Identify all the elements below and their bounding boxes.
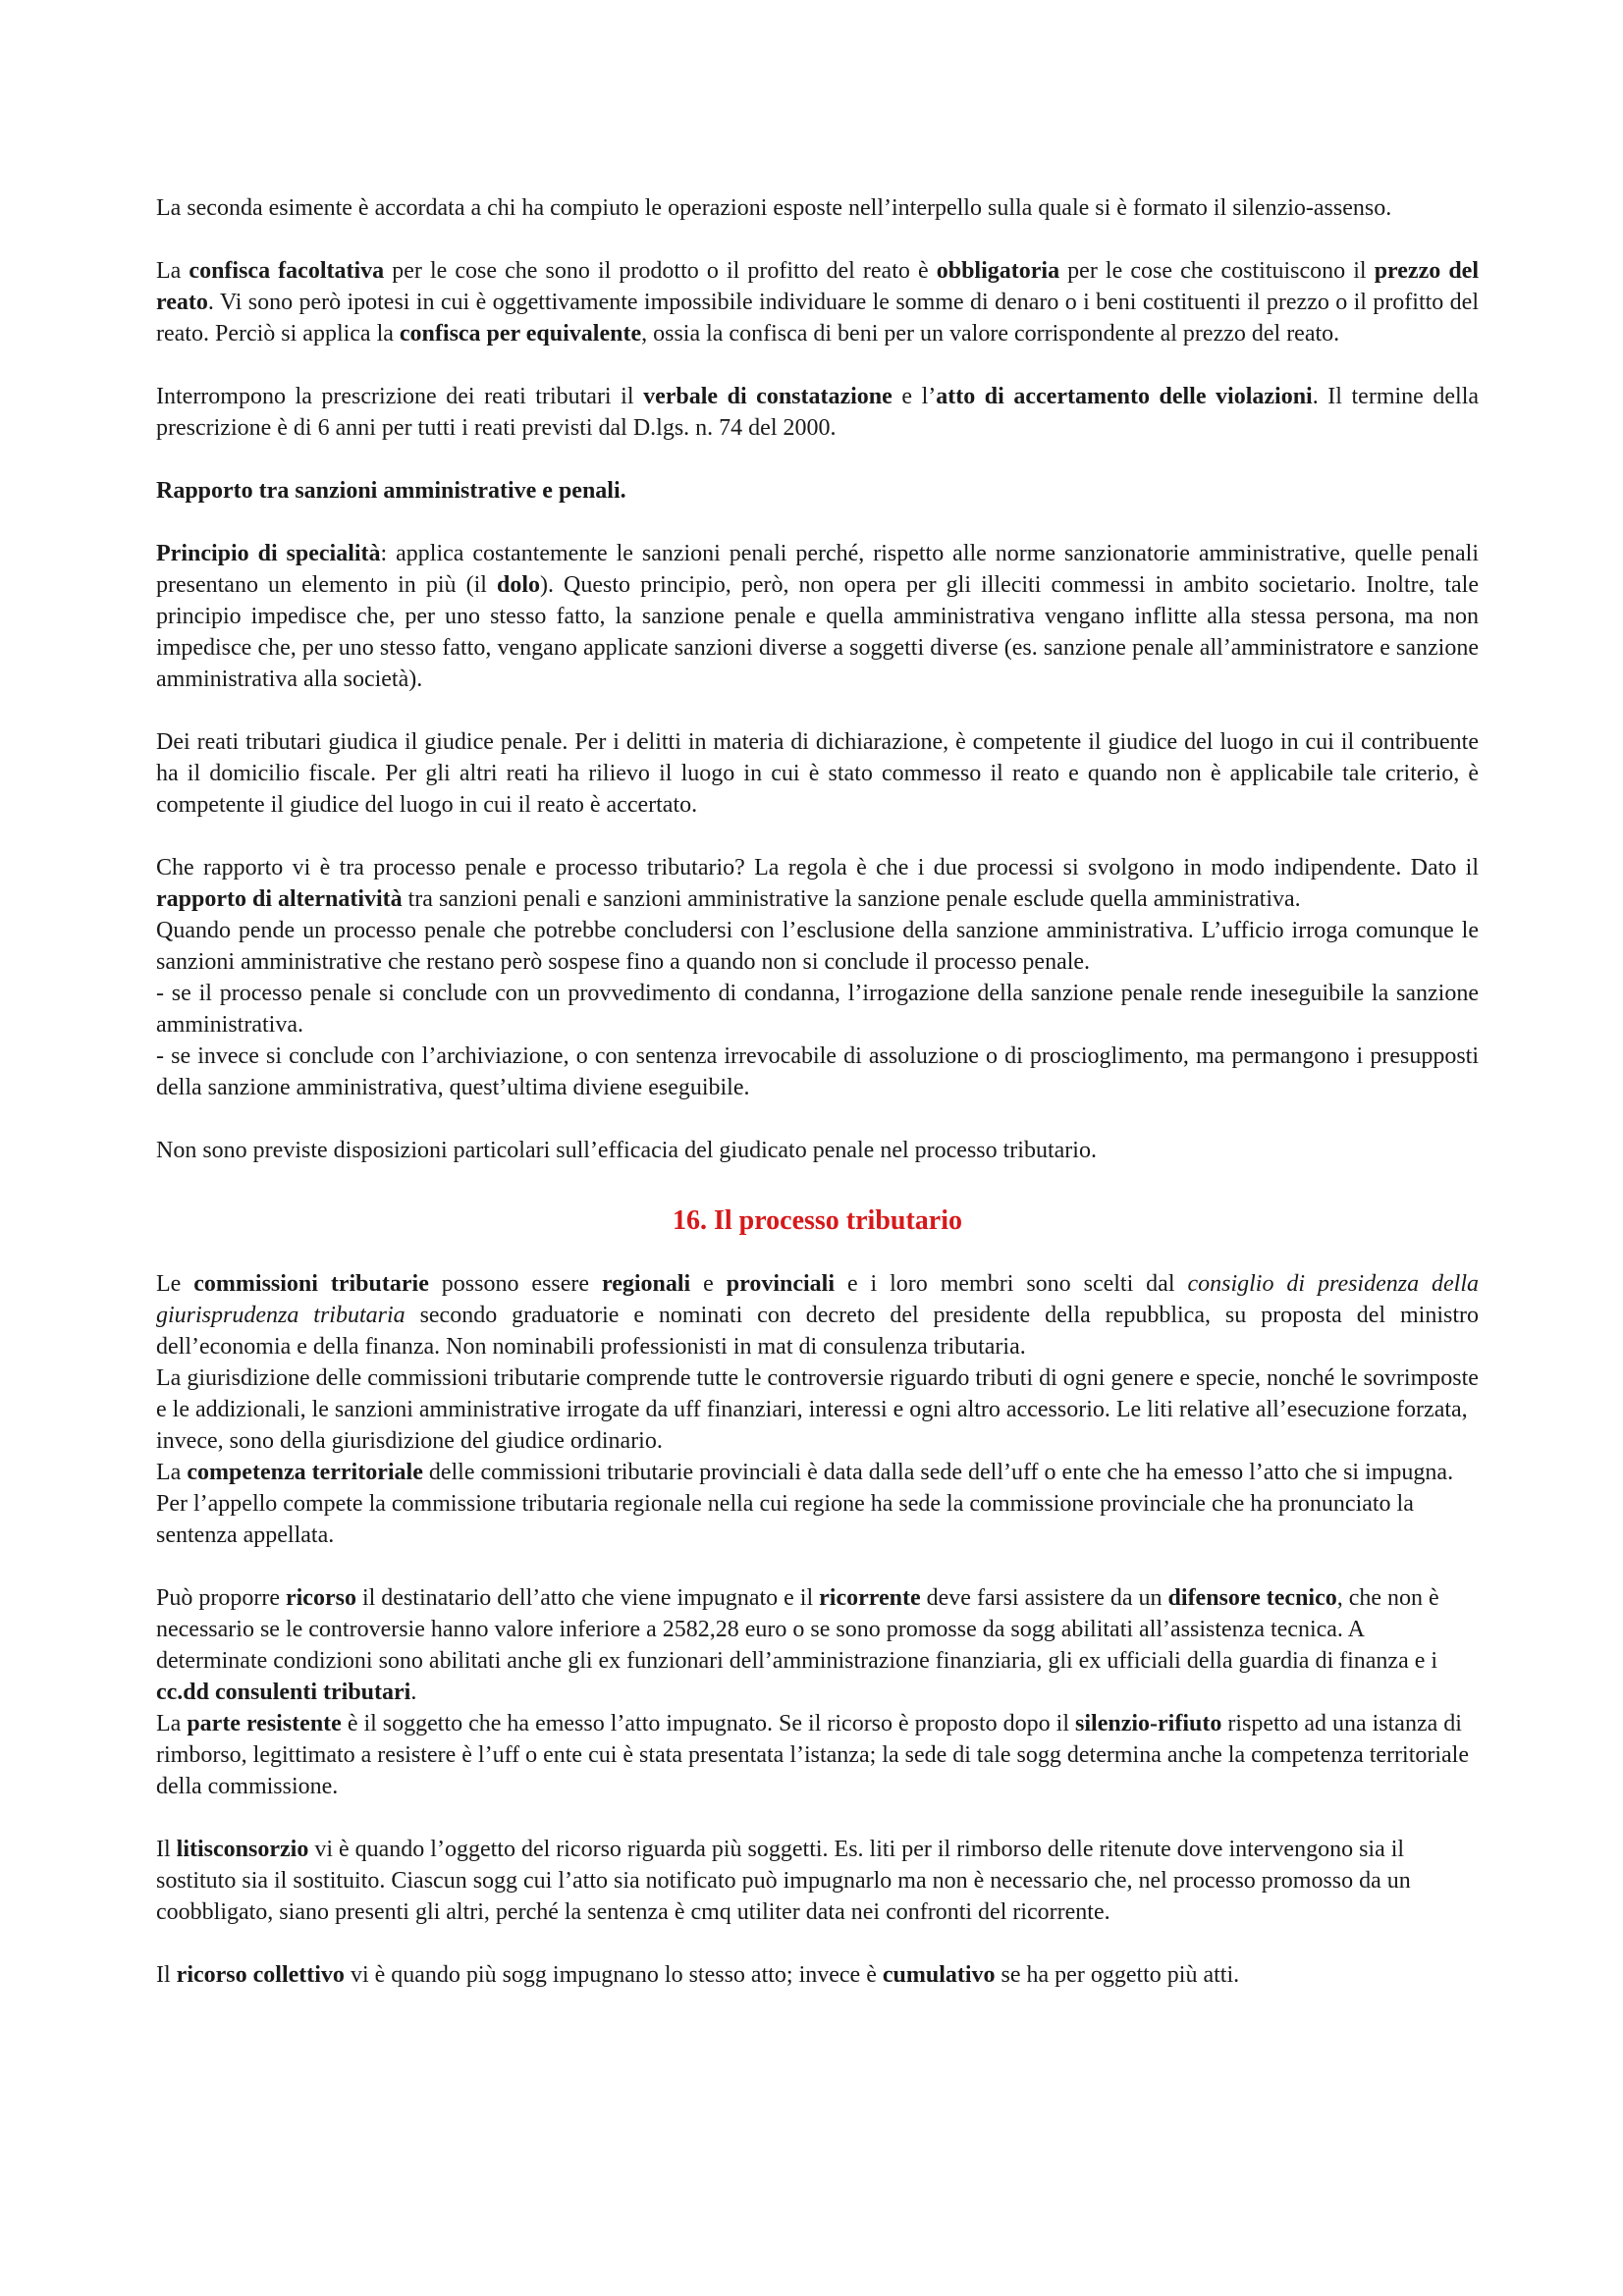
paragraph-gap	[156, 444, 1479, 475]
bold-term: competenza territoriale	[187, 1460, 423, 1485]
text-run: per le cose che costituiscono il	[1059, 258, 1375, 284]
bold-term: rapporto di alternatività	[156, 886, 403, 912]
bold-term: provinciali	[726, 1271, 835, 1297]
paragraph-gap	[156, 349, 1479, 381]
text-run: se ha per oggetto più atti.	[995, 1962, 1240, 1988]
italic-term: consiglio di presidenza della giurisprudenza tributaria	[156, 1271, 1480, 1328]
paragraph-gap	[156, 821, 1479, 852]
bold-term: commissioni tributarie	[193, 1271, 429, 1297]
document-page	[156, 192, 1479, 1991]
bold-term: atto di accertamento delle violazioni	[936, 384, 1313, 409]
bold-term: ricorso	[285, 1585, 356, 1611]
text-run: - se il processo penale si conclude con un provvedimento di condanna, l’irrogazione della sanzione penale rende ineseguibile la sanzione amministrativa.	[156, 981, 1479, 1038]
paragraph-prescrizione	[156, 381, 1479, 444]
bold-subtitle: Rapporto tra sanzioni amministrative e penali.	[156, 478, 626, 504]
paragraph-rapporto-processi	[156, 852, 1479, 915]
paragraph-gap	[156, 1166, 1479, 1198]
text-run: La giurisdizione delle commissioni tributarie comprende tutte le controversie riguardo tributi di ogni genere e specie, nonché le sovrimposte e le addizionali, le sanzioni amministrative irrogate da uff finanziari, interessi e ogni altro accessorio. Le liti relative all’esecuzione forzata, invece, sono della giurisdizione del giudice ordinario.	[156, 1365, 1479, 1454]
bold-term: silenzio-rifiuto	[1075, 1711, 1222, 1736]
text-run: Non sono previste disposizioni particolari sull’efficacia del giudicato penale nel processo tributario.	[156, 1138, 1097, 1163]
bold-term: dolo	[496, 572, 540, 598]
paragraph-pende	[156, 915, 1479, 978]
section-heading: 16. Il processo tributario	[672, 1205, 963, 1236]
text-run: Può proporre	[156, 1585, 286, 1611]
paragraph-giurisdizione	[156, 1362, 1479, 1457]
text-run: vi è quando l’oggetto del ricorso riguarda più soggetti. Es. liti per il rimborso delle ritenute dove intervengono sia il sostituto sia il sostituito. Ciascun sogg cui l’atto sia notificato può impugnarlo ma non è necessario che, nel processo promosso da un coobbligato, siano presenti gli altri, perché la sentenza è cmq utiliter data nei confronti del ricorrente.	[156, 1837, 1411, 1925]
text-run: e l’	[892, 384, 937, 409]
bold-term: parte resistente	[187, 1711, 342, 1736]
text-run: il destinatario dell’atto che viene impugnato e il	[355, 1585, 820, 1611]
text-run: Interrompono la prescrizione dei reati tributari il	[156, 384, 644, 409]
paragraph-ricorso-collettivo	[156, 1959, 1479, 1991]
text-run: rispetto ad una istanza di rimborso, legittimato a resistere è l’uff o ente cui è stata presentata l’istanza; la sede di tale sogg determina anche la competenza territoriale della commissione.	[156, 1711, 1469, 1799]
text-run: vi è quando più sogg impugnano lo stesso atto; invece è	[344, 1962, 883, 1988]
text-run: - se invece si conclude con l’archiviazione, o con sentenza irrevocabile di assoluzione o di proscioglimento, ma permangono i presupposti della sanzione amministrativa, quest’ultima diviene eseguibile.	[156, 1043, 1479, 1100]
paragraph-gap	[156, 224, 1479, 255]
bold-term: Principio di specialità	[156, 541, 381, 566]
paragraph-gap	[156, 1551, 1479, 1582]
paragraph-competenza	[156, 1457, 1479, 1551]
text-run: La	[156, 258, 189, 284]
paragraph-gap	[156, 1928, 1479, 1959]
text-run: . Vi sono però ipotesi in cui è oggettivamente impossibile individuare le somme di denaro o i beni costituenti il prezzo o il profitto del reato. Perciò si applica la	[156, 290, 1479, 347]
bold-term: prezzo del reato	[156, 258, 1479, 315]
paragraph-efficacia	[156, 1135, 1479, 1166]
bold-term: difensore tecnico	[1167, 1585, 1337, 1611]
paragraph-condanna	[156, 978, 1479, 1041]
text-run: Il	[156, 1837, 177, 1862]
paragraph-gap	[156, 507, 1479, 538]
bold-term: confisca per equivalente	[399, 321, 642, 347]
paragraph-esimente	[156, 192, 1479, 224]
text-run: La	[156, 1460, 188, 1485]
text-run: è il soggetto che ha emesso l’atto impugnato. Se il ricorso è proposto dopo il	[341, 1711, 1076, 1736]
text-run: La	[156, 1711, 188, 1736]
paragraph-litisconsorzio	[156, 1834, 1479, 1928]
paragraph-gap	[156, 695, 1479, 726]
text-run: , che non è necessario se le controversie hanno valore inferiore a 2582,28 euro o se sono promosse da sogg abilitati all’assistenza tecnica. A determinate condizioni sono abilitati anche gli ex funzionari dell’amministrazione finanziaria, gli ex ufficiali della guardia di finanza e i	[156, 1585, 1439, 1674]
bold-term: ricorrente	[819, 1585, 921, 1611]
bold-term: regionali	[601, 1271, 691, 1297]
paragraph-specialita	[156, 538, 1479, 695]
paragraph-gap	[156, 1802, 1479, 1834]
paragraph-giudice	[156, 726, 1479, 821]
text-run: tra sanzioni penali e sanzioni amministrative la sanzione penale esclude quella amministrativa.	[402, 886, 1301, 912]
text-run: .	[410, 1680, 417, 1705]
text-run: . Il termine della prescrizione è di 6 anni per tutti i reati previsti dal D.lgs. n. 74 del 2000.	[156, 384, 1480, 441]
text-run: delle commissioni tributarie provinciali è data dalla sede dell’uff o ente che ha emesso l’atto che si impugna. Per l’appello compete la commissione tributaria regionale nella cui regione ha sede la commissione provinciale che ha pronunciato la sentenza appellata.	[156, 1460, 1454, 1548]
paragraph-ricorso	[156, 1582, 1479, 1708]
bold-term: obbligatoria	[936, 258, 1060, 284]
paragraph-confisca	[156, 255, 1479, 349]
bold-term: confisca facoltativa	[189, 258, 385, 284]
bold-term: litisconsorzio	[176, 1837, 309, 1862]
bold-term: verbale di constatazione	[643, 384, 893, 409]
text-run: ). Questo principio, però, non opera per gli illeciti commessi in ambito societario. Inoltre, tale principio impedisce che, per uno stesso fatto, la sanzione penale e quella amministrativa vengano inflitte alla stessa persona, ma non impedisce che, per uno stesso fatto, vengano applicate sanzioni diverse a soggetti diverse (es. sanzione penale all’amministratore e sanzione amministrativa alla società).	[156, 572, 1479, 692]
paragraph-archiviazione	[156, 1041, 1479, 1103]
paragraph-parte-resistente	[156, 1708, 1479, 1802]
paragraph-commissioni	[156, 1268, 1479, 1362]
paragraph-gap	[156, 1103, 1479, 1135]
subtitle-rapporto	[156, 475, 1479, 507]
text-run: e i loro membri sono scelti dal	[835, 1271, 1188, 1297]
text-run: possono essere	[428, 1271, 602, 1297]
text-run: Le	[156, 1271, 194, 1297]
text-run: Dei reati tributari giudica il giudice penale. Per i delitti in materia di dichiarazione, è competente il giudice del luogo in cui il contribuente ha il domicilio fiscale. Per gli altri reati ha rilievo il luogo in cui è stato commesso il reato e quando non è applicabile tale criterio, è competente il giudice del luogo in cui il reato è accertato.	[156, 729, 1479, 818]
text-run: deve farsi assistere da un	[920, 1585, 1168, 1611]
bold-term: ricorso collettivo	[176, 1962, 345, 1988]
text-run: Il	[156, 1962, 177, 1988]
text-run: La seconda esimente è accordata a chi ha compiuto le operazioni esposte nell’interpello sulla quale si è formato il silenzio-assenso.	[156, 195, 1392, 221]
text-run: , ossia la confisca di beni per un valore corrispondente al prezzo del reato.	[641, 321, 1340, 347]
text-run: : applica costantemente le sanzioni penali perché, rispetto alle norme sanzionatorie amministrative, quelle penali presentano un elemento in più (il	[156, 541, 1479, 598]
text-run: per le cose che sono il prodotto o il profitto del reato è	[384, 258, 937, 284]
bold-term: cc.dd consulenti tributari	[156, 1680, 411, 1705]
text-run: e	[690, 1271, 727, 1297]
text-run: secondo graduatorie e nominati con decreto del presidente della repubblica, su proposta del ministro dell’economia e della finanza. Non nominabili professionisti in mat di consulenza tributaria.	[156, 1303, 1480, 1360]
text-run: Quando pende un processo penale che potrebbe concludersi con l’esclusione della sanzione amministrativa. L’ufficio irroga comunque le sanzioni amministrative che restano però sospese fino a quando non si conclude il processo penale.	[156, 918, 1479, 975]
text-run: Che rapporto vi è tra processo penale e processo tributario? La regola è che i due processi si svolgono in modo indipendente. Dato il	[156, 855, 1479, 881]
bold-term: cumulativo	[882, 1962, 996, 1988]
